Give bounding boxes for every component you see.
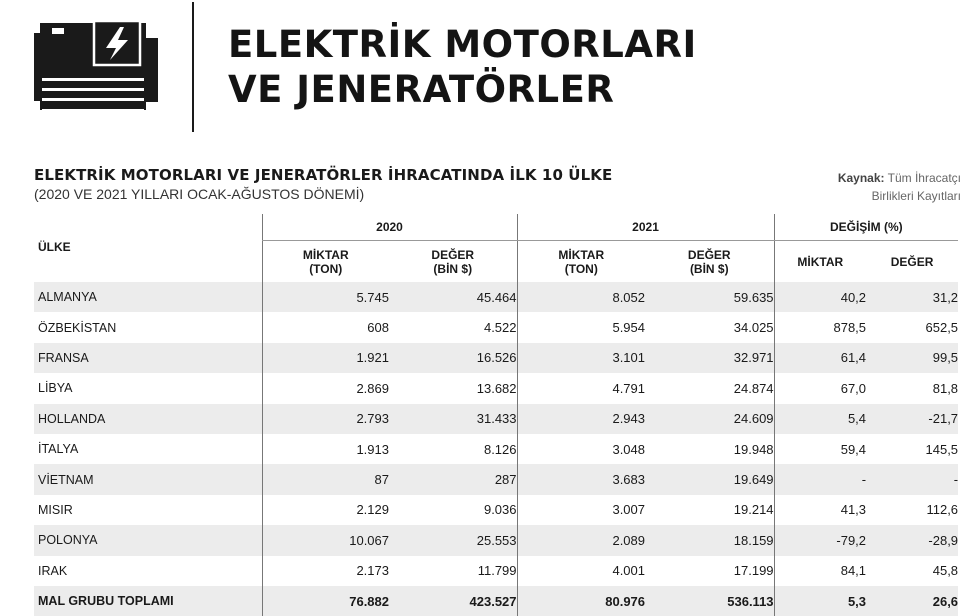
value-cell-v2021: 24.609 — [645, 404, 774, 434]
value-cell-v2020: 4.522 — [483, 320, 517, 336]
value-cell-v2021: 59.635 — [645, 282, 774, 312]
table-row — [34, 282, 958, 312]
country-cell: LİBYA — [38, 381, 73, 396]
column-header-2021: 2021 — [517, 214, 774, 241]
value-cell-v2020: 16.526 — [389, 343, 517, 373]
table-row — [34, 464, 958, 494]
header-divider — [192, 2, 194, 132]
value-cell-dv: 81,8 — [932, 380, 959, 396]
header-qty-unit: (TON) — [309, 261, 343, 276]
value-cell-q2020: 608 — [262, 312, 389, 342]
header-val-label: DEĞER — [431, 247, 475, 262]
value-cell-dq: - — [774, 464, 866, 494]
value-cell-v2021: 17.199 — [733, 563, 774, 579]
value-cell-dq: 59,4 — [774, 434, 866, 464]
export-table — [34, 214, 958, 616]
table-row — [34, 434, 958, 464]
value-cell-v2021: 536.113 — [645, 586, 774, 616]
country-cell: ALMANYA — [34, 282, 262, 312]
page-title-line1: ELEKTRİK MOTORLARI — [228, 23, 697, 66]
value-cell-dq: 878,5 — [774, 312, 866, 342]
column-header-qty-2021 — [517, 241, 645, 283]
value-cell-v2021: 18.159 — [645, 525, 774, 555]
value-cell-v2020: 9.036 — [483, 502, 517, 518]
header-qty-unit: (TON) — [564, 261, 598, 276]
value-cell-q2021: 5.954 — [517, 312, 645, 342]
source-line2: Birlikleri Kayıtları — [871, 189, 961, 203]
table-row — [34, 404, 958, 434]
value-cell-q2020: 5.745 — [262, 282, 389, 312]
page-title — [228, 22, 697, 112]
column-header-change-qty: MİKTAR — [774, 241, 866, 283]
value-cell-dv: 31,2 — [866, 282, 958, 312]
value-cell-q2021: 80.976 — [517, 586, 645, 616]
value-cell-q2020: 2.869 — [262, 373, 389, 403]
header-qty-label: MİKTAR — [302, 247, 349, 262]
value-cell-q2020: 1.921 — [262, 343, 389, 373]
table-period: (2020 VE 2021 YILLARI OCAK-AĞUSTOS DÖNEMİ) — [34, 186, 365, 202]
value-cell-v2021: 24.874 — [733, 380, 774, 396]
source-label: Kaynak: — [837, 171, 885, 185]
column-header-val-2021 — [645, 241, 774, 283]
source-note — [811, 169, 961, 205]
table-title: ELEKTRİK MOTORLARI VE JENERATÖRLER İHRACATINDA İLK 10 ÜLKE — [34, 166, 613, 184]
table-row — [34, 556, 958, 586]
value-cell-v2020: 25.553 — [389, 525, 517, 555]
column-header-change-val: DEĞER — [890, 254, 934, 269]
table-row — [34, 312, 958, 342]
column-header-val-2020 — [389, 241, 517, 283]
value-cell-dq: 40,2 — [774, 282, 866, 312]
value-cell-q2021: 3.007 — [517, 495, 645, 525]
country-cell: İTALYA — [38, 442, 79, 457]
table-row — [34, 343, 958, 373]
value-cell-v2020: 287 — [389, 464, 517, 494]
table-total-row — [34, 586, 958, 616]
value-cell-q2021: 8.052 — [517, 282, 645, 312]
table-row — [34, 495, 958, 525]
value-cell-v2021: 19.649 — [645, 464, 774, 494]
table-row — [34, 373, 958, 403]
country-cell: MAL GRUBU TOPLAMI — [34, 586, 262, 616]
value-cell-q2021: 2.089 — [517, 525, 645, 555]
value-cell-q2020: 2.129 — [262, 495, 389, 525]
electric-generator-icon — [34, 18, 164, 118]
value-cell-q2020: 1.913 — [262, 434, 389, 464]
value-cell-dv: 652,5 — [925, 320, 959, 336]
value-cell-dv: -21,7 — [866, 404, 958, 434]
value-cell-v2021: 19.214 — [733, 502, 774, 518]
value-cell-q2020: 2.793 — [262, 404, 389, 434]
value-cell-v2021: 34.025 — [733, 320, 774, 336]
header-val-label: DEĞER — [687, 247, 731, 262]
value-cell-q2021: 4.001 — [517, 556, 645, 586]
value-cell-v2021: 32.971 — [645, 343, 774, 373]
country-cell: MISIR — [38, 502, 73, 517]
value-cell-q2021: 2.943 — [517, 404, 645, 434]
value-cell-q2021: 3.101 — [517, 343, 645, 373]
country-cell: FRANSA — [34, 343, 262, 373]
value-cell-q2021: 3.683 — [517, 464, 645, 494]
value-cell-dq: 67,0 — [774, 373, 866, 403]
country-cell: ÖZBEKİSTAN — [38, 320, 117, 335]
value-cell-dq: -79,2 — [774, 525, 866, 555]
page-title-line2: VE JENERATÖRLER — [228, 68, 615, 111]
value-cell-dq: 5,4 — [774, 404, 866, 434]
value-cell-q2020: 87 — [262, 464, 389, 494]
value-cell-v2020: 423.527 — [389, 586, 517, 616]
column-header-change: DEĞİŞİM (%) — [774, 214, 958, 241]
column-header-country: ÜLKE — [38, 240, 71, 254]
country-cell: IRAK — [38, 563, 68, 578]
value-cell-dv: 145,5 — [925, 441, 959, 457]
country-cell: VİETNAM — [34, 464, 262, 494]
value-cell-dv: 26,6 — [866, 586, 958, 616]
value-cell-v2020: 8.126 — [483, 441, 517, 457]
value-cell-dq: 41,3 — [774, 495, 866, 525]
value-cell-dv: - — [866, 464, 958, 494]
value-cell-q2020: 10.067 — [262, 525, 389, 555]
value-cell-v2020: 11.799 — [477, 563, 517, 579]
column-header-2020: 2020 — [262, 214, 517, 241]
country-cell: HOLLANDA — [34, 404, 262, 434]
value-cell-v2020: 31.433 — [389, 404, 517, 434]
source-line1: Tüm İhracatçı — [887, 171, 961, 185]
value-cell-dv: 45,8 — [932, 563, 959, 579]
table-row — [34, 525, 958, 555]
value-cell-v2020: 13.682 — [476, 380, 517, 396]
value-cell-q2020: 2.173 — [262, 556, 389, 586]
value-cell-q2020: 76.882 — [262, 586, 389, 616]
value-cell-dq: 5,3 — [774, 586, 866, 616]
header-val-unit: (BİN $) — [689, 261, 729, 276]
country-cell: POLONYA — [34, 525, 262, 555]
value-cell-dv: 112,6 — [926, 502, 959, 518]
value-cell-v2020: 45.464 — [389, 282, 517, 312]
value-cell-dq: 61,4 — [774, 343, 866, 373]
value-cell-q2021: 3.048 — [517, 434, 645, 464]
value-cell-dv: 99,5 — [866, 343, 958, 373]
header-qty-label: MİKTAR — [558, 247, 605, 262]
value-cell-q2021: 4.791 — [517, 373, 645, 403]
value-cell-dv: -28,9 — [866, 525, 958, 555]
column-header-qty-2020 — [262, 241, 389, 283]
header-val-unit: (BİN $) — [433, 261, 473, 276]
value-cell-dq: 84,1 — [774, 556, 866, 586]
value-cell-v2021: 19.948 — [733, 441, 774, 457]
